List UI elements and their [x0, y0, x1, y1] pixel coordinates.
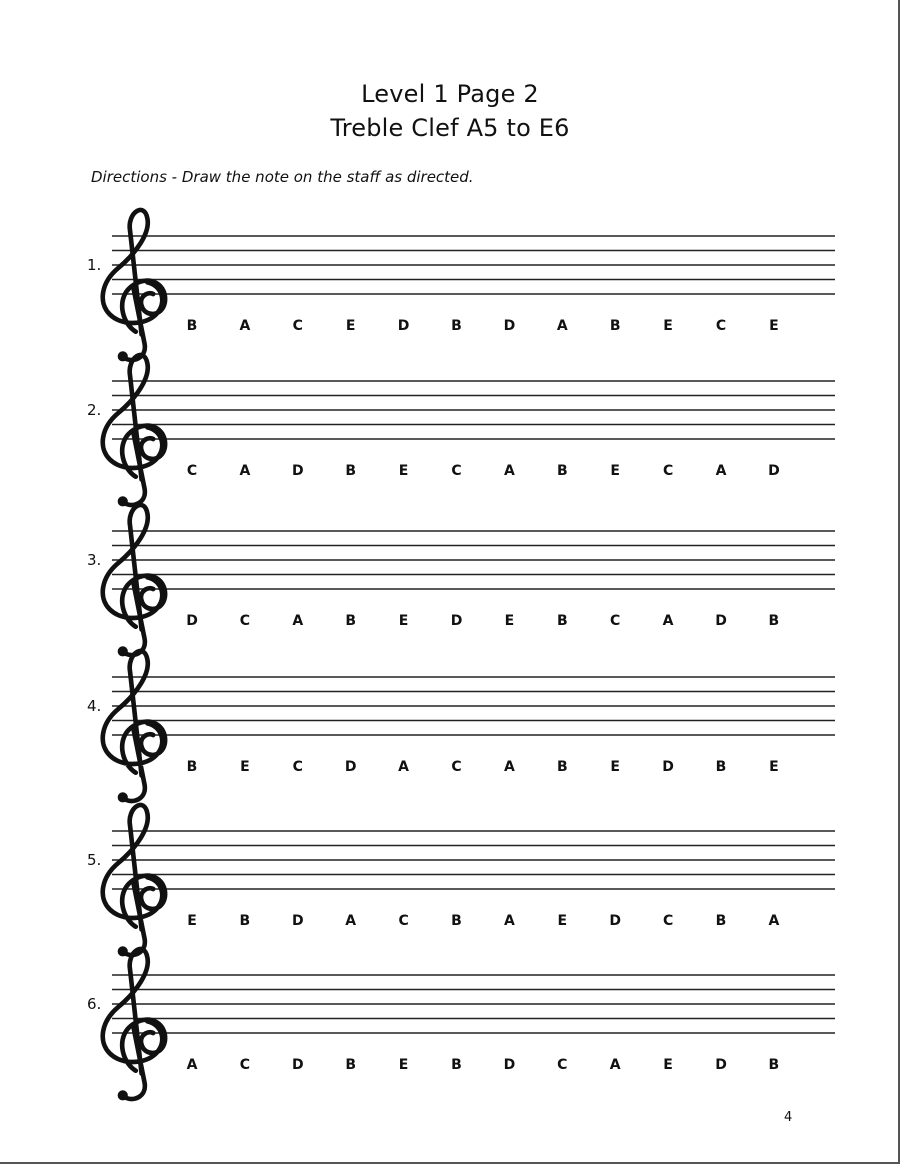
- note-letter: A: [398, 759, 410, 775]
- note-letter: A: [715, 463, 727, 479]
- note-letter: A: [345, 913, 357, 929]
- page-number: 4: [784, 1110, 793, 1125]
- note-letter: E: [398, 463, 409, 479]
- staff-number: 3.: [87, 551, 102, 569]
- note-letter: C: [239, 1057, 251, 1073]
- note-letter: E: [187, 913, 197, 929]
- note-letter: A: [503, 913, 515, 929]
- note-letter: A: [768, 913, 780, 929]
- note-letter: A: [186, 1057, 198, 1073]
- note-letter: D: [503, 1057, 516, 1073]
- staff-number: 6.: [87, 995, 102, 1013]
- treble-clef-icon: [103, 949, 165, 1100]
- note-letter: B: [239, 913, 251, 929]
- note-letter: E: [610, 759, 620, 775]
- note-letter: C: [239, 613, 251, 629]
- note-letter: C: [610, 613, 621, 629]
- note-letter: D: [397, 318, 410, 334]
- note-letter: A: [556, 318, 568, 334]
- note-letter: C: [292, 318, 303, 334]
- note-letter: E: [769, 759, 779, 775]
- note-letter: A: [662, 613, 674, 629]
- note-letter: A: [503, 463, 515, 479]
- note-letter: D: [768, 463, 780, 479]
- note-letter: B: [768, 613, 780, 629]
- note-letter: B: [609, 318, 621, 334]
- note-letter: B: [715, 759, 727, 775]
- note-letter: C: [662, 913, 674, 929]
- note-letter: B: [345, 1057, 357, 1073]
- staff-number: 5.: [87, 851, 102, 869]
- staff-number: 4.: [87, 697, 102, 715]
- staff-number: 2.: [87, 401, 102, 419]
- note-letter: C: [557, 1057, 568, 1073]
- note-letter: B: [768, 1057, 780, 1073]
- note-letter: A: [239, 463, 251, 479]
- note-letter: B: [451, 913, 462, 929]
- note-letter: C: [398, 913, 409, 929]
- note-letter: B: [715, 913, 727, 929]
- directions-text: Directions - Draw the note on the staff as directed.: [91, 168, 474, 186]
- note-letter: C: [715, 318, 727, 334]
- note-letter: C: [451, 759, 462, 775]
- note-letter: D: [291, 1057, 304, 1073]
- note-letter: D: [186, 613, 198, 629]
- note-letter: D: [450, 613, 463, 629]
- note-letter: E: [663, 1057, 673, 1073]
- staff-number: 1.: [87, 256, 102, 274]
- note-letter: D: [291, 463, 304, 479]
- note-letter: D: [715, 1057, 727, 1073]
- note-letter: C: [292, 759, 303, 775]
- note-letter: A: [503, 759, 515, 775]
- note-letter: B: [345, 463, 357, 479]
- note-letter: D: [609, 913, 621, 929]
- note-letter: E: [663, 318, 673, 334]
- note-letter: E: [398, 1057, 409, 1073]
- note-letter: A: [239, 318, 251, 334]
- note-letter: B: [186, 759, 198, 775]
- note-letter: A: [609, 1057, 621, 1073]
- note-letter: E: [240, 759, 250, 775]
- note-letter: B: [186, 318, 198, 334]
- note-letter: C: [662, 463, 674, 479]
- note-letter: E: [504, 613, 515, 629]
- note-letter: D: [503, 318, 516, 334]
- note-letter: D: [344, 759, 357, 775]
- note-letter: A: [292, 613, 304, 629]
- note-letter: E: [557, 913, 568, 929]
- note-letter: D: [662, 759, 674, 775]
- note-letter: C: [451, 463, 462, 479]
- note-letter: B: [345, 613, 357, 629]
- note-letter: E: [769, 318, 779, 334]
- note-letter: B: [451, 318, 462, 334]
- page-subtitle: Treble Clef A5 to E6: [330, 114, 570, 142]
- note-letter: D: [715, 613, 727, 629]
- note-letter: C: [186, 463, 198, 479]
- note-letter: B: [556, 613, 568, 629]
- note-letter: E: [610, 463, 620, 479]
- note-letter: B: [556, 759, 568, 775]
- note-letter: E: [398, 613, 409, 629]
- note-letter: D: [291, 913, 304, 929]
- note-letter: B: [556, 463, 568, 479]
- page-title: Level 1 Page 2: [361, 80, 539, 108]
- note-letter: E: [345, 318, 356, 334]
- note-letter: B: [451, 1057, 462, 1073]
